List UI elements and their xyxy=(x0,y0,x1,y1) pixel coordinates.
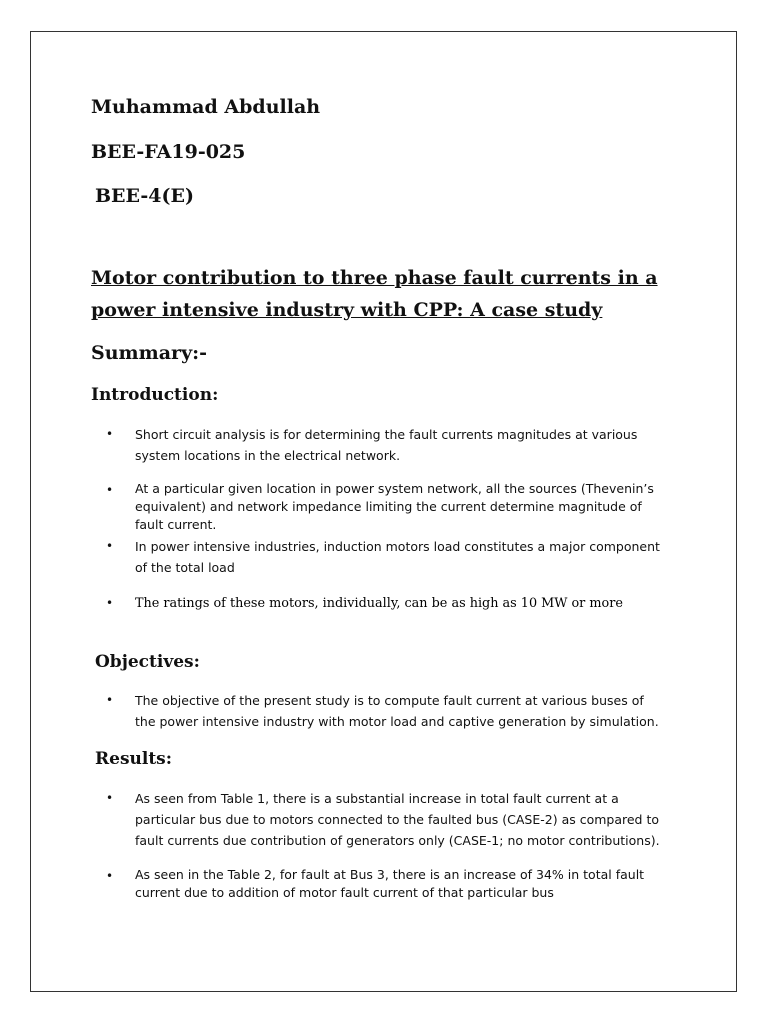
bullet-icon: • xyxy=(106,693,114,707)
results-bullet-2 xyxy=(106,866,666,902)
bullet-text: At a particular given location in power system network, all the sources (Thevenin’s equivalent) and network impedance limiting the current determine magnitude of fault current. xyxy=(135,481,654,532)
introduction-bullet-3 xyxy=(106,536,666,578)
class-section: BEE-4(E) xyxy=(95,185,194,207)
introduction-bullet-2 xyxy=(106,480,666,534)
results-bullet-1 xyxy=(106,788,666,851)
bullet-text: In power intensive industries, induction motors load constitutes a major component of the total load xyxy=(135,539,660,575)
bullet-icon: • xyxy=(106,869,114,883)
introduction-heading: Introduction: xyxy=(91,385,219,405)
bullet-icon: • xyxy=(106,427,114,441)
bullet-text: As seen in the Table 2, for fault at Bus 3, there is an increase of 34% in total fault current due to addition of motor fault current of that particular bus xyxy=(135,867,645,900)
bullet-icon: • xyxy=(106,791,114,805)
bullet-icon: • xyxy=(106,483,114,497)
results-heading: Results: xyxy=(95,749,173,769)
bullet-icon: • xyxy=(106,596,114,610)
objectives-heading: Objectives: xyxy=(95,652,200,672)
summary-heading: Summary:- xyxy=(91,342,208,364)
bullet-icon: • xyxy=(106,539,114,553)
bullet-text: The objective of the present study is to compute fault current at various buses of the power intensive industry with motor load and captive generation by simulation. xyxy=(135,693,659,729)
bullet-text: Short circuit analysis is for determining the fault currents magnitudes at various system locations in the electrical network. xyxy=(135,427,638,463)
introduction-bullet-4 xyxy=(106,593,666,614)
introduction-bullet-1 xyxy=(106,424,666,466)
bullet-text: The ratings of these motors, individually, can be as high as 10 MW or more xyxy=(135,596,623,611)
author-name: Muhammad Abdullah xyxy=(91,96,321,118)
objectives-bullet-1 xyxy=(106,690,666,732)
bullet-text: As seen from Table 1, there is a substantial increase in total fault current at a particular bus due to motors connected to the faulted bus (CASE-2) as compared to fault currents due contribution of generators only (CASE-1; no motor contributions). xyxy=(135,791,660,848)
registration-number: BEE-FA19-025 xyxy=(91,141,246,163)
document-title: Motor contribution to three phase fault currents in a power intensive industry with CPP: A case study xyxy=(91,267,658,321)
